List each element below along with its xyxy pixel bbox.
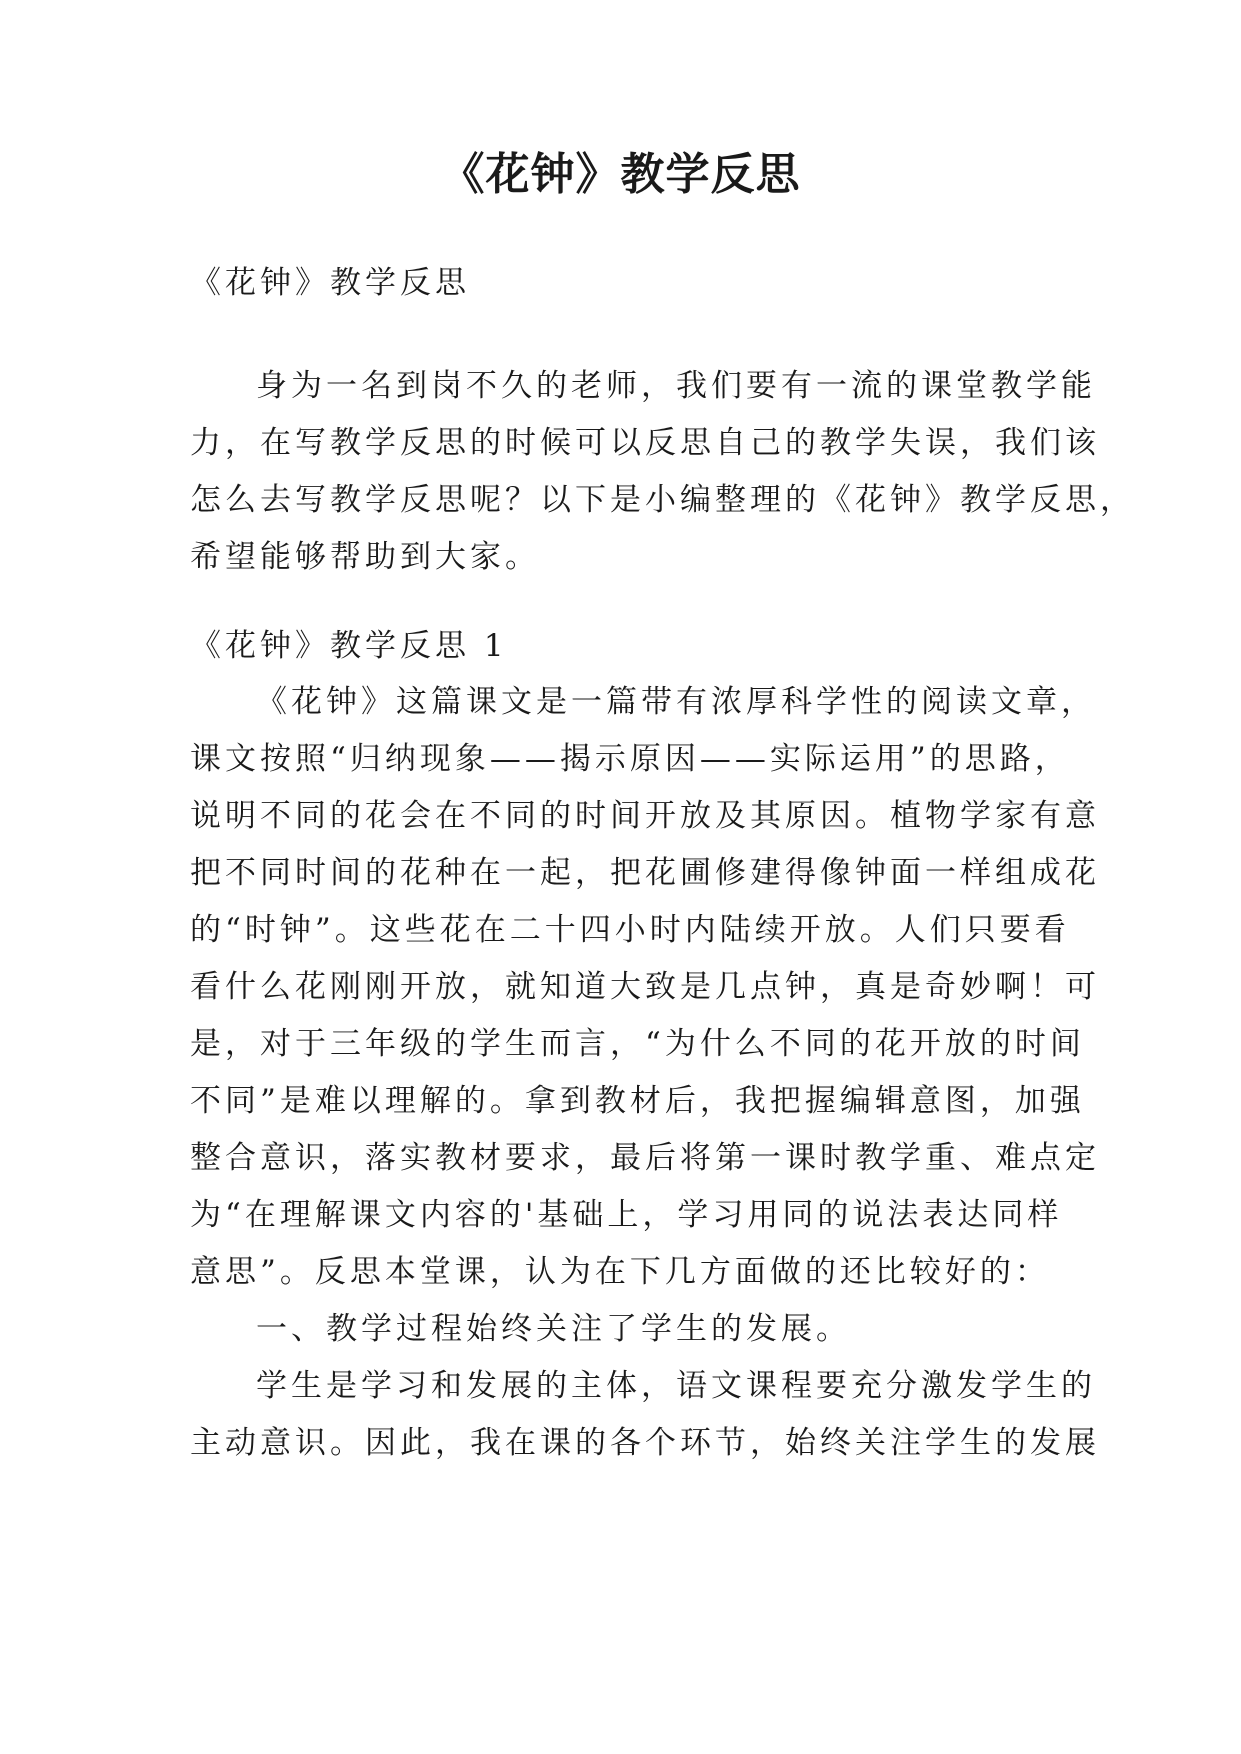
body-line: 整合意识，落实教材要求，最后将第一课时教学重、难点定 bbox=[190, 1140, 1100, 1176]
body-line: 学生是学习和发展的主体，语文课程要充分激发学生的 bbox=[256, 1368, 1096, 1404]
document-subtitle: 《花钟》教学反思 bbox=[190, 265, 470, 301]
body-line: 是，对于三年级的学生而言，“为什么不同的花开放的时间 bbox=[190, 1026, 1085, 1062]
body-line: 《花钟》这篇课文是一篇带有浓厚科学性的阅读文章， bbox=[256, 684, 1096, 720]
body-line: 主动意识。因此，我在课的各个环节，始终关注学生的发展 bbox=[190, 1425, 1100, 1461]
body-line: 意思”。反思本堂课，认为在下几方面做的还比较好的： bbox=[190, 1254, 1050, 1290]
body-line: 把不同时间的花种在一起，把花圃修建得像钟面一样组成花 bbox=[190, 855, 1100, 891]
document-title: 《花钟》教学反思 bbox=[440, 149, 801, 200]
body-line: 看什么花刚刚开放，就知道大致是几点钟，真是奇妙啊！可 bbox=[190, 969, 1100, 1005]
body-line: 一、教学过程始终关注了学生的发展。 bbox=[256, 1311, 851, 1347]
intro-line: 力，在写教学反思的时候可以反思自己的教学失误，我们该 bbox=[190, 425, 1100, 461]
body-line: 课文按照“归纳现象——揭示原因——实际运用”的思路， bbox=[190, 741, 1070, 777]
body-line: 的“时钟”。这些花在二十四小时内陆续开放。人们只要看 bbox=[190, 912, 1070, 948]
body-line: 说明不同的花会在不同的时间开放及其原因。植物学家有意 bbox=[190, 798, 1100, 834]
intro-line: 怎么去写教学反思呢？以下是小编整理的《花钟》教学反思， bbox=[190, 482, 1135, 518]
section-body bbox=[190, 674, 1100, 1472]
intro-line: 希望能够帮助到大家。 bbox=[190, 539, 540, 575]
intro-paragraph bbox=[190, 358, 1135, 586]
section-heading: 《花钟》教学反思 1 bbox=[190, 628, 508, 664]
body-line: 不同”是难以理解的。拿到教材后，我把握编辑意图，加强 bbox=[190, 1083, 1085, 1119]
body-line: 为“在理解课文内容的'基础上，学习用同的说法表达同样 bbox=[190, 1197, 1063, 1233]
intro-line: 身为一名到岗不久的老师，我们要有一流的课堂教学能 bbox=[256, 368, 1096, 404]
